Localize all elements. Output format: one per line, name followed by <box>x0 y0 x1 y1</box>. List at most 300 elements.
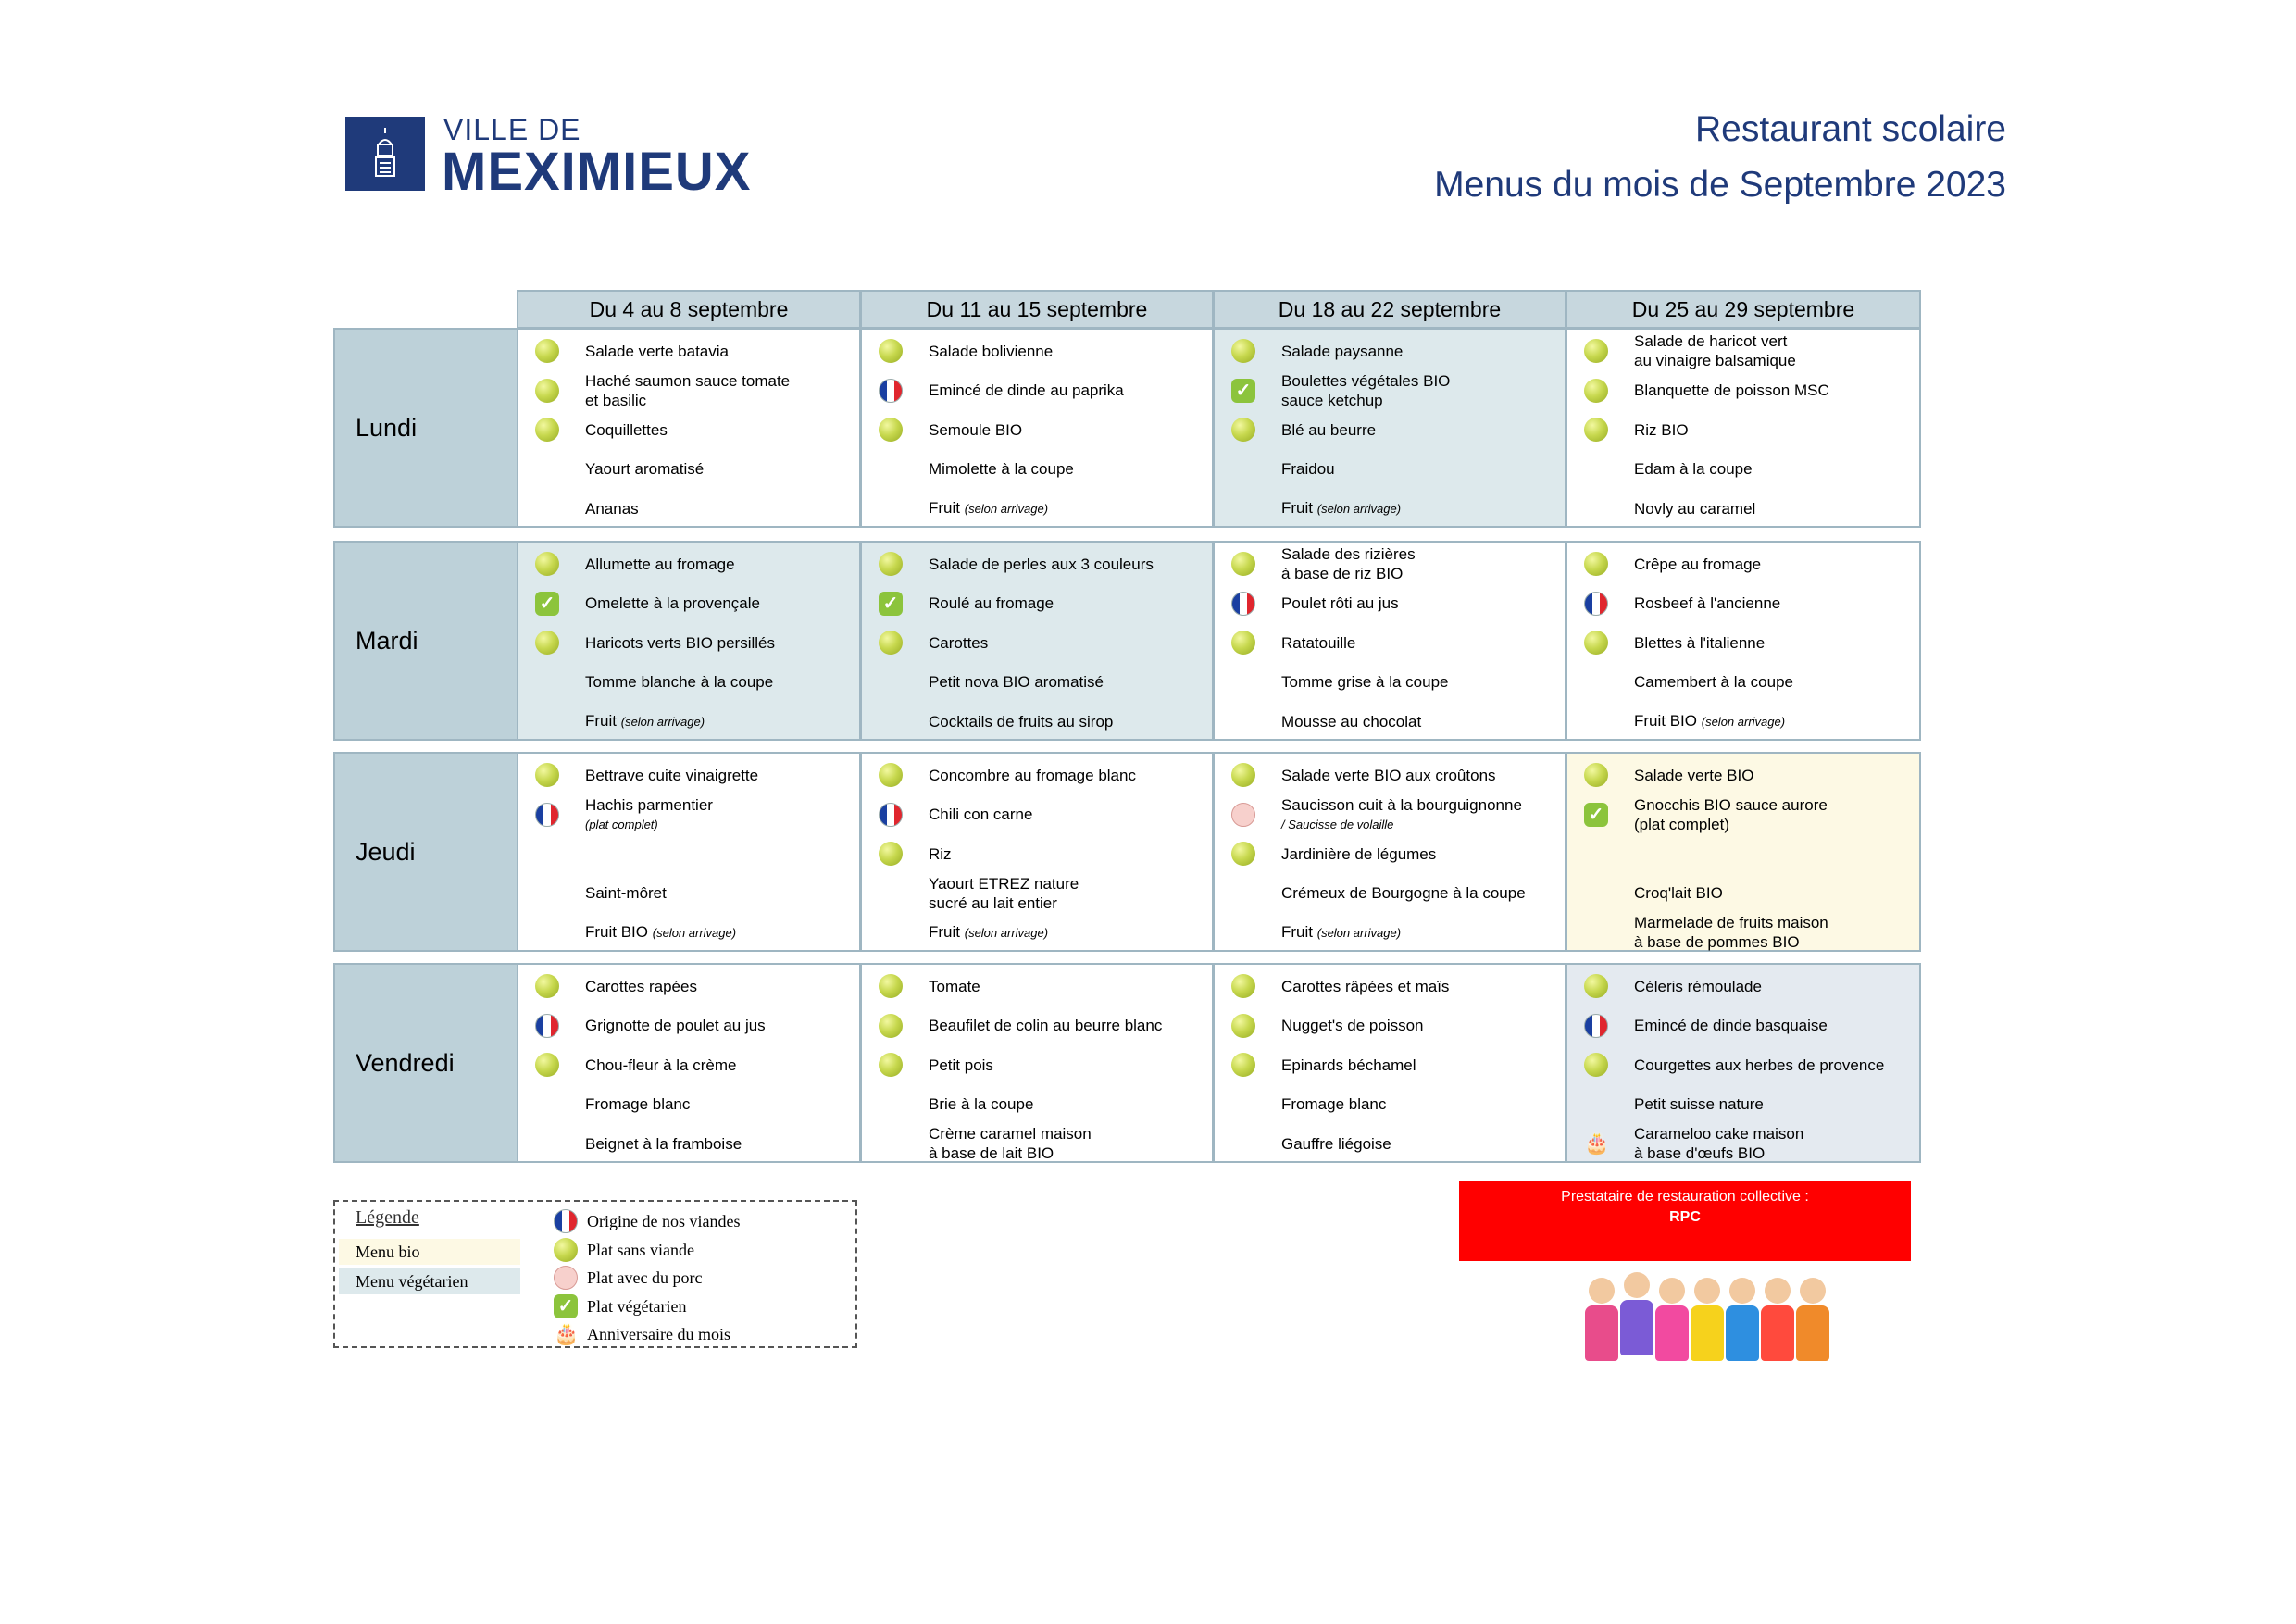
dish-label: Blanquette de poisson MSC <box>1634 381 1829 399</box>
week-header: Du 11 au 15 septembre <box>860 290 1214 329</box>
dish-name <box>585 459 855 479</box>
dish-name <box>1281 420 1561 440</box>
dish-name <box>1281 342 1561 361</box>
menu-item <box>1567 371 1919 410</box>
dish-text <box>1634 544 1915 583</box>
dish-label: Roulé au fromage <box>929 594 1054 612</box>
green-ball-icon <box>1231 631 1255 655</box>
menu-item <box>1215 702 1565 741</box>
dish-text <box>1634 371 1915 410</box>
menu-item <box>518 1006 859 1045</box>
green-ball-icon <box>879 1053 903 1077</box>
dish-name <box>585 371 855 391</box>
dish-label: Hachis parmentier <box>585 795 713 814</box>
dish-note: (selon arrivage) <box>964 926 1049 940</box>
child-figure <box>1726 1278 1759 1361</box>
menu-item <box>1567 1124 1919 1163</box>
dish-label: Crème caramel maison <box>929 1125 1092 1143</box>
green-ball-icon <box>1584 552 1608 576</box>
dish-text <box>1281 1045 1561 1084</box>
dish-text <box>1281 331 1561 370</box>
dish-label: Fruit BIO <box>1634 712 1698 730</box>
green-ball-icon <box>1231 1053 1255 1077</box>
dish-label: Epinards béchamel <box>1281 1056 1416 1074</box>
dish-label: Semoule BIO <box>929 420 1023 439</box>
child-figure <box>1585 1278 1618 1361</box>
green-ball-icon <box>535 1053 559 1077</box>
dish-name <box>929 593 1208 613</box>
dish-text <box>1281 663 1561 702</box>
dish-name <box>1634 420 1915 440</box>
menu-item <box>862 371 1212 410</box>
provider-label: Prestataire de restauration collective : <box>1561 1189 1809 1205</box>
leaf-icon: ✓ <box>554 1294 578 1318</box>
dish-label: Fraidou <box>1281 460 1335 478</box>
legend-item <box>544 1236 850 1264</box>
menu-item <box>518 913 859 952</box>
menu-item <box>1567 756 1919 794</box>
leaf-icon: ✓ <box>535 592 559 616</box>
dish-label: Beaufilet de colin au beurre blanc <box>929 1017 1163 1034</box>
green-ball-icon <box>535 631 559 655</box>
dish-note: (selon arrivage) <box>1701 715 1786 729</box>
birthday-cake-icon: 🎂 <box>554 1322 580 1345</box>
dish-label: Haricots verts BIO persillés <box>585 633 775 652</box>
menu-item <box>1215 410 1565 449</box>
menu-item <box>862 450 1212 489</box>
menu-cell <box>860 963 1214 1163</box>
dish-text <box>585 795 855 834</box>
dish-label: Gnocchis BIO sauce aurore <box>1634 795 1828 814</box>
dish-text <box>1281 544 1561 583</box>
dish-label: Beignet à la framboise <box>585 1134 742 1153</box>
dish-name <box>585 1016 855 1035</box>
green-ball-icon <box>1584 1053 1608 1077</box>
dish-text <box>1281 967 1561 1006</box>
dish-label: Tomate <box>929 977 980 995</box>
dish-label: Petit nova BIO aromatisé <box>929 673 1104 691</box>
menu-item <box>1215 967 1565 1006</box>
menu-item <box>1567 450 1919 489</box>
dish-name <box>585 672 855 692</box>
dish-name <box>929 420 1208 440</box>
legend-item <box>544 1293 850 1320</box>
menu-item <box>862 1006 1212 1045</box>
green-ball-icon <box>1231 763 1255 787</box>
dish-name <box>585 711 855 731</box>
dish-name <box>1634 1056 1915 1075</box>
french-flag-icon <box>879 379 903 403</box>
dish-label: Brie à la coupe <box>929 1095 1034 1113</box>
dish-note: (selon arrivage) <box>1316 502 1402 516</box>
dish-text <box>585 834 855 873</box>
dish-name-line2: à base d'œufs BIO <box>1634 1144 1766 1162</box>
menu-item <box>862 1124 1212 1163</box>
dish-label: Chili con carne <box>929 806 1033 823</box>
pork-icon <box>1231 803 1255 827</box>
child-figure <box>1761 1278 1794 1361</box>
dish-text <box>929 913 1208 952</box>
dish-text <box>1634 913 1915 952</box>
green-ball-icon <box>879 339 903 363</box>
dish-name <box>585 1134 855 1154</box>
dish-name <box>1634 593 1915 613</box>
dish-label: Yaourt ETREZ nature <box>929 874 1079 893</box>
green-ball-icon <box>535 418 559 442</box>
dish-name <box>929 874 1208 893</box>
dish-name <box>929 498 1208 518</box>
dish-label: Courgettes aux herbes de provence <box>1634 1056 1885 1074</box>
menu-item <box>518 331 859 370</box>
dish-name-line2: et basilic <box>585 391 647 409</box>
dish-name <box>1634 459 1915 479</box>
logo-small-text: VILLE DE <box>443 113 581 146</box>
menu-item <box>1215 331 1565 370</box>
menu-item <box>1567 663 1919 702</box>
week-header: Du 25 au 29 septembre <box>1566 290 1921 329</box>
green-ball-icon <box>1231 339 1255 363</box>
dish-text <box>585 623 855 662</box>
dish-name-line2: à base de lait BIO <box>929 1144 1054 1162</box>
leaf-icon: ✓ <box>1584 803 1608 827</box>
week-header: Du 18 au 22 septembre <box>1213 290 1566 329</box>
green-ball-icon <box>879 974 903 998</box>
dish-text <box>929 967 1208 1006</box>
dish-text <box>1634 967 1915 1006</box>
menu-item <box>1215 874 1565 913</box>
menu-item <box>1567 702 1919 741</box>
green-ball-icon <box>1584 763 1608 787</box>
green-ball-icon <box>535 974 559 998</box>
dish-name-line2: sauce ketchup <box>1281 391 1383 409</box>
menu-cell <box>1566 963 1921 1163</box>
dish-note: (plat complet) <box>585 817 658 831</box>
menu-item <box>1567 1085 1919 1124</box>
child-figure <box>1655 1278 1689 1361</box>
dish-text <box>1281 371 1561 410</box>
dish-text <box>929 874 1208 913</box>
menu-item <box>862 623 1212 662</box>
dish-label: Blettes à l'italienne <box>1634 633 1766 652</box>
dish-label: Ananas <box>585 499 639 518</box>
menu-item <box>1215 913 1565 952</box>
leaf-icon: ✓ <box>1231 379 1255 403</box>
dish-text <box>1281 623 1561 662</box>
dish-name-line2: à base de pommes BIO <box>1634 933 1800 951</box>
dish-text <box>585 1085 855 1124</box>
menu-item <box>1215 544 1565 583</box>
dish-text <box>585 371 855 410</box>
menu-item <box>1215 623 1565 662</box>
green-ball-icon <box>535 552 559 576</box>
green-ball-icon <box>1231 418 1255 442</box>
dish-label: Ratatouille <box>1281 633 1356 652</box>
menu-item <box>1567 795 1919 834</box>
dish-text <box>585 450 855 489</box>
menu-item <box>1215 795 1565 834</box>
birthday-cake-icon: 🎂 <box>1584 1131 1610 1155</box>
dish-text <box>1281 450 1561 489</box>
menu-item <box>518 834 859 873</box>
dish-label: Nugget's de poisson <box>1281 1017 1424 1034</box>
dish-name <box>929 766 1208 785</box>
dish-text <box>929 1085 1208 1124</box>
menu-cell <box>1213 963 1566 1163</box>
dish-text <box>929 623 1208 662</box>
dish-label: Jardinière de légumes <box>1281 844 1437 863</box>
dish-name <box>1281 883 1561 903</box>
dish-text <box>1281 874 1561 913</box>
menu-cell <box>1566 328 1921 528</box>
day-label-lundi: Lundi <box>333 328 518 528</box>
menu-item <box>862 913 1212 952</box>
page-title: Restaurant scolaire <box>1695 109 2006 149</box>
dish-text <box>585 544 855 583</box>
children-illustration <box>1585 1267 1835 1361</box>
menu-cell <box>517 752 861 952</box>
french-flag-icon <box>879 803 903 827</box>
menu-item <box>1567 489 1919 528</box>
green-ball-icon <box>1584 974 1608 998</box>
dish-label: Novly au caramel <box>1634 499 1756 518</box>
dish-name <box>1281 1056 1561 1075</box>
dish-label: Camembert à la coupe <box>1634 673 1793 691</box>
menu-cell <box>517 963 861 1163</box>
menu-item <box>862 489 1212 528</box>
dish-text <box>1634 756 1915 794</box>
logo-big-text: MEXIMIEUX <box>442 142 752 202</box>
menu-item <box>1215 450 1565 489</box>
legend-menu-bio: Menu bio <box>339 1239 520 1265</box>
dish-label: Saucisson cuit à la bourguignonne <box>1281 795 1522 814</box>
dish-text <box>585 756 855 794</box>
menu-item <box>1567 913 1919 952</box>
dish-name <box>929 712 1208 731</box>
dish-label: Salade de perles aux 3 couleurs <box>929 555 1154 573</box>
dish-text <box>1634 663 1915 702</box>
dish-name <box>1634 1016 1915 1035</box>
dish-name <box>929 1016 1208 1035</box>
dish-name <box>929 1124 1208 1143</box>
french-flag-icon <box>554 1209 578 1233</box>
dish-label: Fromage blanc <box>1281 1095 1387 1113</box>
provider-name: RPC <box>1669 1209 1701 1225</box>
menu-item <box>1567 834 1919 873</box>
menu-item <box>862 1045 1212 1084</box>
green-ball-icon <box>879 1014 903 1038</box>
dish-name <box>1281 795 1561 815</box>
day-label-vendredi: Vendredi <box>333 963 518 1163</box>
leaf-icon: ✓ <box>879 592 903 616</box>
dish-text <box>1634 874 1915 913</box>
legend-title: Légende <box>356 1207 419 1228</box>
menu-item <box>862 663 1212 702</box>
dish-name <box>585 1094 855 1114</box>
dish-label: Carottes rapées <box>585 977 697 995</box>
dish-label: Fruit <box>1281 499 1313 517</box>
menu-item <box>1215 1124 1565 1163</box>
menu-cell <box>1213 752 1566 952</box>
dish-name <box>1281 498 1561 518</box>
menu-item <box>862 874 1212 913</box>
dish-label: Salade verte BIO <box>1634 766 1754 784</box>
dish-name <box>585 922 855 943</box>
menu-item <box>518 1045 859 1084</box>
dish-label: Bettrave cuite vinaigrette <box>585 766 759 784</box>
dish-label: Haché saumon sauce tomate <box>585 371 791 390</box>
dish-label: Carameloo cake maison <box>1634 1125 1804 1143</box>
dish-label: Carottes <box>929 633 989 652</box>
menu-cell <box>1566 752 1921 952</box>
dish-text <box>1634 1006 1915 1045</box>
dish-text <box>585 331 855 370</box>
dish-name <box>585 342 855 361</box>
legend-item <box>544 1207 850 1235</box>
menu-item <box>1215 371 1565 410</box>
dish-text <box>929 544 1208 583</box>
dish-label: Coquillettes <box>585 420 668 439</box>
menu-item <box>518 584 859 623</box>
dish-name <box>1634 795 1915 815</box>
dish-label: Rosbeef à l'ancienne <box>1634 594 1781 612</box>
dish-name-line2: (plat complet) <box>1634 815 1729 833</box>
legend-item-label: Origine de nos viandes <box>587 1212 741 1230</box>
dish-note: (selon arrivage) <box>964 502 1049 516</box>
french-flag-icon <box>535 1014 559 1038</box>
dish-text <box>929 1006 1208 1045</box>
menu-item <box>862 331 1212 370</box>
dish-name <box>1634 381 1915 400</box>
dish-label: Grignotte de poulet au jus <box>585 1017 766 1034</box>
dish-name <box>585 795 855 815</box>
menu-item <box>518 795 859 834</box>
dish-label: Salade bolivienne <box>929 342 1054 360</box>
legend-item-label: Anniversaire du mois <box>587 1325 730 1343</box>
menu-item <box>862 756 1212 794</box>
menu-item <box>1567 623 1919 662</box>
menu-cell <box>517 328 861 528</box>
dish-label: Croq'lait BIO <box>1634 884 1723 902</box>
dish-name <box>929 1056 1208 1075</box>
dish-text <box>929 795 1208 834</box>
dish-label: Crémeux de Bourgogne à la coupe <box>1281 884 1526 902</box>
dish-text <box>585 1045 855 1084</box>
dish-label: Petit suisse nature <box>1634 1095 1764 1113</box>
dish-name-line2: sucré au lait entier <box>929 893 1057 912</box>
dish-label: Cocktails de fruits au sirop <box>929 712 1114 731</box>
french-flag-icon <box>1584 1014 1608 1038</box>
dish-name <box>1281 544 1561 564</box>
dish-name <box>1634 672 1915 692</box>
dish-name <box>929 555 1208 574</box>
french-flag-icon <box>1584 592 1608 616</box>
green-ball-icon <box>1584 418 1608 442</box>
dish-name <box>1281 977 1561 996</box>
dish-text <box>585 1124 855 1163</box>
dish-note: / Saucisse de volaille <box>1281 817 1394 831</box>
dish-text <box>1634 450 1915 489</box>
menu-cell <box>860 541 1214 741</box>
pork-icon <box>554 1266 578 1290</box>
dish-text <box>929 1045 1208 1084</box>
dish-label: Tomme grise à la coupe <box>1281 673 1449 691</box>
green-ball-icon <box>535 763 559 787</box>
dish-text <box>1634 795 1915 834</box>
dish-text <box>1281 913 1561 952</box>
legend-item <box>544 1264 850 1292</box>
dish-name <box>585 499 855 518</box>
dish-label: Céleris rémoulade <box>1634 977 1762 995</box>
legend-item-label: Plat sans viande <box>587 1240 694 1259</box>
dish-name <box>929 459 1208 479</box>
dish-label: Salade paysanne <box>1281 342 1404 360</box>
menu-item <box>1567 544 1919 583</box>
dish-text <box>585 663 855 702</box>
dish-text <box>1634 331 1915 370</box>
dish-label: Concombre au fromage blanc <box>929 766 1136 784</box>
menu-item <box>518 410 859 449</box>
green-ball-icon <box>1231 552 1255 576</box>
dish-text <box>585 702 855 741</box>
menu-item <box>862 410 1212 449</box>
dish-text <box>585 1006 855 1045</box>
dish-text <box>1634 1124 1915 1163</box>
dish-name <box>929 633 1208 653</box>
dish-label: Boulettes végétales BIO <box>1281 371 1451 390</box>
dish-text <box>1281 1006 1561 1045</box>
menu-item <box>1215 756 1565 794</box>
church-icon <box>345 117 425 191</box>
dish-name-line2: à base de riz BIO <box>1281 565 1404 582</box>
green-ball-icon <box>879 552 903 576</box>
page-subtitle: Menus du mois de Septembre 2023 <box>1434 165 2006 205</box>
dish-label: Riz <box>929 844 952 863</box>
menu-item <box>1567 410 1919 449</box>
dish-text <box>929 371 1208 410</box>
dish-label: Omelette à la provençale <box>585 594 760 612</box>
menu-item <box>518 371 859 410</box>
dish-name <box>1634 1094 1915 1114</box>
legend-item-label: Plat végétarien <box>587 1296 687 1316</box>
dish-label: Marmelade de fruits maison <box>1634 914 1828 931</box>
dish-name <box>1281 1016 1561 1035</box>
child-figure <box>1620 1272 1653 1361</box>
dish-text <box>1634 702 1915 741</box>
dish-name <box>929 977 1208 996</box>
dish-name <box>585 883 855 903</box>
dish-text <box>929 756 1208 794</box>
day-label-mardi: Mardi <box>333 541 518 741</box>
dish-text <box>1281 489 1561 528</box>
menu-item <box>518 489 859 528</box>
dish-text <box>929 450 1208 489</box>
menu-item <box>1215 489 1565 528</box>
menu-item <box>1215 1006 1565 1045</box>
dish-text <box>929 834 1208 873</box>
dish-name <box>1281 672 1561 692</box>
menu-item <box>1567 1006 1919 1045</box>
french-flag-icon <box>1231 592 1255 616</box>
dish-text <box>585 913 855 952</box>
dish-text <box>585 410 855 449</box>
child-figure <box>1796 1278 1829 1361</box>
menu-item <box>518 663 859 702</box>
menu-cell <box>517 541 861 741</box>
menu-item <box>518 702 859 741</box>
dish-name <box>1634 555 1915 574</box>
dish-name <box>1634 913 1915 932</box>
green-ball-icon <box>535 339 559 363</box>
